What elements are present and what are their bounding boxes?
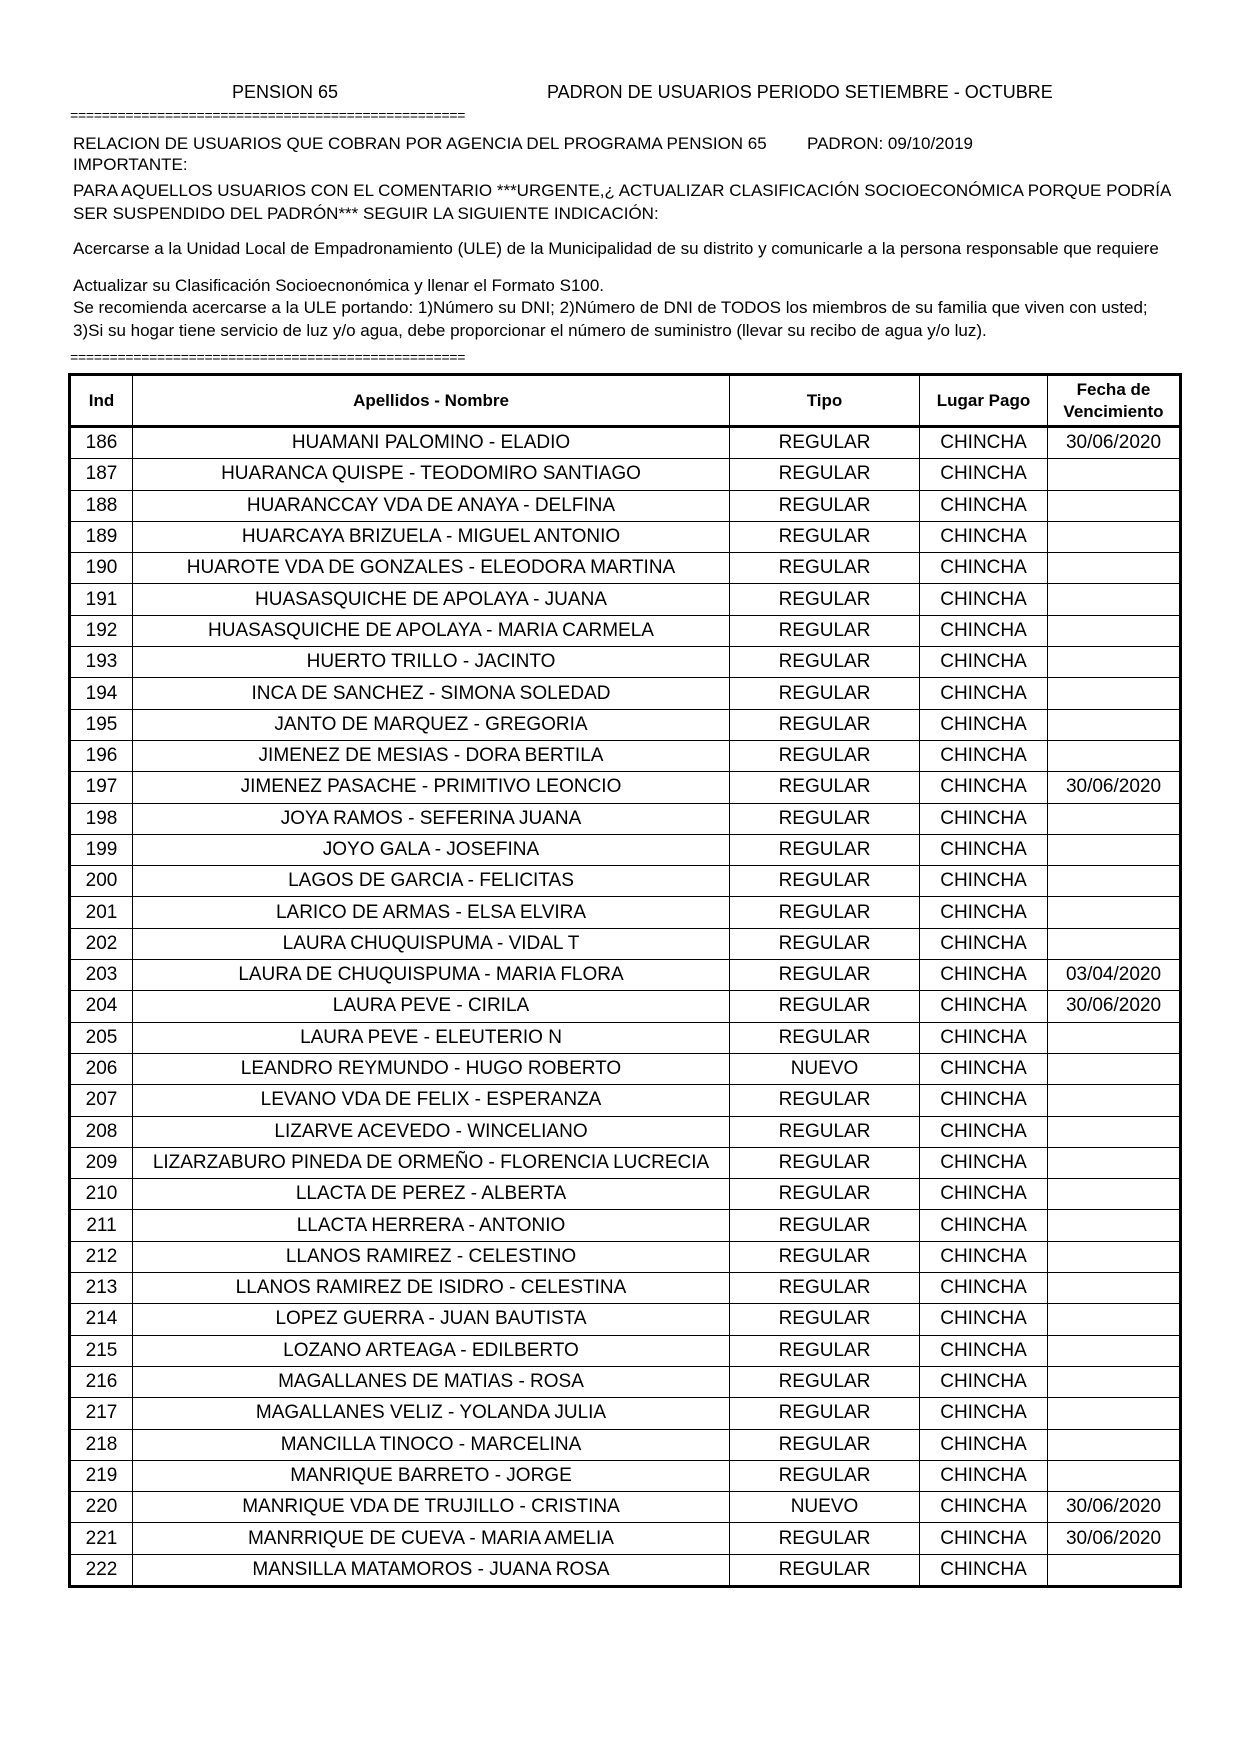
cell-fecha-vencimiento [1048,678,1181,709]
cell-lugar-pago: CHINCHA [920,772,1048,803]
table-row [70,1116,1181,1147]
cell-ind: 200 [70,866,133,897]
cell-name: INCA DE SANCHEZ - SIMONA SOLEDAD [133,678,730,709]
separator-bottom: ================================================== [70,351,466,367]
cell-lugar-pago: CHINCHA [920,521,1048,552]
cell-lugar-pago: CHINCHA [920,615,1048,646]
table-row [70,709,1181,740]
cell-ind: 209 [70,1147,133,1178]
cell-lugar-pago: CHINCHA [920,1053,1048,1084]
cell-ind: 201 [70,897,133,928]
cell-lugar-pago: CHINCHA [920,1304,1048,1335]
cell-fecha-vencimiento [1048,459,1181,490]
header-fecha-vencimiento [1048,375,1181,427]
cell-tipo: REGULAR [730,866,920,897]
cell-lugar-pago: CHINCHA [920,427,1048,459]
table-row [70,1210,1181,1241]
cell-fecha-vencimiento [1048,521,1181,552]
cell-ind: 198 [70,803,133,834]
table-row [70,991,1181,1022]
cell-name: LLANOS RAMIREZ DE ISIDRO - CELESTINA [133,1273,730,1304]
cell-ind: 191 [70,584,133,615]
cell-ind: 194 [70,678,133,709]
cell-fecha-vencimiento [1048,584,1181,615]
cell-lugar-pago: CHINCHA [920,647,1048,678]
table-row [70,1335,1181,1366]
cell-ind: 197 [70,772,133,803]
header-ind: Ind [70,375,133,427]
cell-name: LEANDRO REYMUNDO - HUGO ROBERTO [133,1053,730,1084]
intro-urgent-note: PARA AQUELLOS USUARIOS CON EL COMENTARIO ***URGENTE,¿ ACTUALIZAR CLASIFICACIÓN SOCIOECONÓMICA PORQUE PODRÍA [73,181,1172,200]
cell-tipo: REGULAR [730,1429,920,1460]
table-row [70,740,1181,771]
cell-name: JOYA RAMOS - SEFERINA JUANA [133,803,730,834]
cell-tipo: REGULAR [730,521,920,552]
cell-name: LOPEZ GUERRA - JUAN BAUTISTA [133,1304,730,1335]
cell-tipo: REGULAR [730,678,920,709]
cell-lugar-pago: CHINCHA [920,553,1048,584]
cell-lugar-pago: CHINCHA [920,1523,1048,1554]
cell-ind: 210 [70,1179,133,1210]
intro-recommendation: Se recomienda acercarse a la ULE portando: 1)Número su DNI; 2)Número de DNI de TODOS los miembros de su familia que viven con usted; [73,298,1148,317]
cell-tipo: REGULAR [730,1304,920,1335]
cell-name: MANCILLA TINOCO - MARCELINA [133,1429,730,1460]
cell-tipo: REGULAR [730,803,920,834]
cell-tipo: REGULAR [730,1398,920,1429]
cell-lugar-pago: CHINCHA [920,1429,1048,1460]
cell-ind: 190 [70,553,133,584]
cell-fecha-vencimiento [1048,866,1181,897]
cell-fecha-vencimiento [1048,709,1181,740]
header-lugar-pago: Lugar Pago [920,375,1048,427]
table-row [70,427,1181,459]
cell-fecha-vencimiento: 30/06/2020 [1048,1523,1181,1554]
cell-fecha-vencimiento [1048,1366,1181,1397]
cell-name: JIMENEZ PASACHE - PRIMITIVO LEONCIO [133,772,730,803]
cell-lugar-pago: CHINCHA [920,1398,1048,1429]
table-row [70,772,1181,803]
cell-lugar-pago: CHINCHA [920,1210,1048,1241]
cell-tipo: REGULAR [730,1460,920,1491]
cell-name: LIZARVE ACEVEDO - WINCELIANO [133,1116,730,1147]
cell-fecha-vencimiento [1048,834,1181,865]
cell-fecha-vencimiento [1048,803,1181,834]
table-row [70,1554,1181,1586]
cell-tipo: REGULAR [730,834,920,865]
intro-instruction: Acercarse a la Unidad Local de Empadronamiento (ULE) de la Municipalidad de su distrito y comunicarle a la persona responsable que requiere [73,239,1159,258]
cell-name: LOZANO ARTEAGA - EDILBERTO [133,1335,730,1366]
cell-ind: 195 [70,709,133,740]
table-row [70,678,1181,709]
cell-lugar-pago: CHINCHA [920,866,1048,897]
header-fecha-line2: Vencimiento [1063,401,1164,421]
cell-tipo: REGULAR [730,1523,920,1554]
cell-name: JANTO DE MARQUEZ - GREGORIA [133,709,730,740]
cell-fecha-vencimiento [1048,615,1181,646]
cell-ind: 205 [70,1022,133,1053]
cell-lugar-pago: CHINCHA [920,1366,1048,1397]
cell-lugar-pago: CHINCHA [920,1085,1048,1116]
intro-urgent-note-cont: SER SUSPENDIDO DEL PADRÓN*** SEGUIR LA SIGUIENTE INDICACIÓN: [73,204,659,223]
cell-tipo: REGULAR [730,647,920,678]
intro-relacion-text: RELACION DE USUARIOS QUE COBRAN POR AGENCIA DEL PROGRAMA PENSION 65 [73,134,767,153]
cell-ind: 206 [70,1053,133,1084]
cell-lugar-pago: CHINCHA [920,1022,1048,1053]
table-row [70,897,1181,928]
cell-tipo: REGULAR [730,1022,920,1053]
cell-lugar-pago: CHINCHA [920,1273,1048,1304]
table-row [70,1085,1181,1116]
cell-tipo: REGULAR [730,709,920,740]
cell-tipo: REGULAR [730,584,920,615]
cell-name: HUERTO TRILLO - JACINTO [133,647,730,678]
cell-lugar-pago: CHINCHA [920,960,1048,991]
table-row [70,960,1181,991]
cell-lugar-pago: CHINCHA [920,678,1048,709]
table-row [70,521,1181,552]
cell-lugar-pago: CHINCHA [920,1554,1048,1586]
cell-fecha-vencimiento [1048,1116,1181,1147]
cell-tipo: REGULAR [730,490,920,521]
table-row [70,553,1181,584]
cell-tipo: NUEVO [730,1492,920,1523]
cell-tipo: REGULAR [730,1116,920,1147]
cell-name: JOYO GALA - JOSEFINA [133,834,730,865]
cell-ind: 216 [70,1366,133,1397]
cell-tipo: REGULAR [730,772,920,803]
cell-tipo: REGULAR [730,897,920,928]
cell-tipo: REGULAR [730,1273,920,1304]
cell-lugar-pago: CHINCHA [920,1116,1048,1147]
cell-tipo: REGULAR [730,615,920,646]
cell-name: HUARANCCAY VDA DE ANAYA - DELFINA [133,490,730,521]
cell-ind: 221 [70,1523,133,1554]
cell-tipo: NUEVO [730,1053,920,1084]
cell-name: LIZARZABURO PINEDA DE ORMEÑO - FLORENCIA LUCRECIA [133,1147,730,1178]
cell-fecha-vencimiento [1048,1179,1181,1210]
cell-lugar-pago: CHINCHA [920,584,1048,615]
cell-fecha-vencimiento [1048,897,1181,928]
table-row [70,1053,1181,1084]
table-row [70,1273,1181,1304]
cell-name: LAURA CHUQUISPUMA - VIDAL T [133,928,730,959]
table-row [70,490,1181,521]
cell-ind: 202 [70,928,133,959]
users-table [68,373,1182,1588]
cell-ind: 188 [70,490,133,521]
cell-name: LEVANO VDA DE FELIX - ESPERANZA [133,1085,730,1116]
cell-lugar-pago: CHINCHA [920,1492,1048,1523]
cell-ind: 220 [70,1492,133,1523]
table-row [70,1147,1181,1178]
table-row [70,647,1181,678]
table-row [70,1304,1181,1335]
cell-fecha-vencimiento [1048,553,1181,584]
cell-tipo: REGULAR [730,427,920,459]
cell-ind: 211 [70,1210,133,1241]
cell-name: HUAMANI PALOMINO - ELADIO [133,427,730,459]
header-tipo: Tipo [730,375,920,427]
cell-fecha-vencimiento [1048,1429,1181,1460]
cell-ind: 196 [70,740,133,771]
cell-name: LAURA DE CHUQUISPUMA - MARIA FLORA [133,960,730,991]
cell-name: LAGOS DE GARCIA - FELICITAS [133,866,730,897]
cell-name: MANRIQUE BARRETO - JORGE [133,1460,730,1491]
table-row [70,1492,1181,1523]
intro-instruction-cont: Actualizar su Clasificación Socioecnonómica y llenar el Formato S100. [73,276,605,295]
cell-fecha-vencimiento [1048,1210,1181,1241]
cell-tipo: REGULAR [730,1366,920,1397]
cell-ind: 208 [70,1116,133,1147]
cell-lugar-pago: CHINCHA [920,897,1048,928]
cell-ind: 217 [70,1398,133,1429]
cell-name: LLACTA DE PEREZ - ALBERTA [133,1179,730,1210]
cell-tipo: REGULAR [730,960,920,991]
cell-ind: 204 [70,991,133,1022]
cell-lugar-pago: CHINCHA [920,459,1048,490]
intro-importante: IMPORTANTE: [73,155,188,174]
cell-fecha-vencimiento: 30/06/2020 [1048,427,1181,459]
cell-name: HUASASQUICHE DE APOLAYA - JUANA [133,584,730,615]
cell-ind: 187 [70,459,133,490]
table-row [70,1398,1181,1429]
cell-fecha-vencimiento [1048,1398,1181,1429]
cell-tipo: REGULAR [730,1210,920,1241]
table-row [70,928,1181,959]
cell-ind: 192 [70,615,133,646]
table-row [70,803,1181,834]
cell-ind: 199 [70,834,133,865]
cell-fecha-vencimiento: 03/04/2020 [1048,960,1181,991]
cell-lugar-pago: CHINCHA [920,1179,1048,1210]
table-row [70,1022,1181,1053]
cell-fecha-vencimiento [1048,1085,1181,1116]
cell-ind: 186 [70,427,133,459]
cell-ind: 189 [70,521,133,552]
cell-fecha-vencimiento: 30/06/2020 [1048,772,1181,803]
cell-fecha-vencimiento [1048,740,1181,771]
cell-ind: 215 [70,1335,133,1366]
cell-name: JIMENEZ DE MESIAS - DORA BERTILA [133,740,730,771]
cell-ind: 222 [70,1554,133,1586]
cell-fecha-vencimiento [1048,928,1181,959]
table-row [70,584,1181,615]
cell-lugar-pago: CHINCHA [920,1335,1048,1366]
cell-tipo: REGULAR [730,1179,920,1210]
cell-ind: 214 [70,1304,133,1335]
cell-ind: 213 [70,1273,133,1304]
cell-ind: 219 [70,1460,133,1491]
cell-name: LAURA PEVE - ELEUTERIO N [133,1022,730,1053]
cell-tipo: REGULAR [730,1085,920,1116]
cell-fecha-vencimiento [1048,1147,1181,1178]
cell-tipo: REGULAR [730,740,920,771]
cell-lugar-pago: CHINCHA [920,803,1048,834]
cell-tipo: REGULAR [730,928,920,959]
table-header-row [70,375,1181,427]
cell-name: LLACTA HERRERA - ANTONIO [133,1210,730,1241]
cell-fecha-vencimiento [1048,1022,1181,1053]
cell-name: LAURA PEVE - CIRILA [133,991,730,1022]
cell-lugar-pago: CHINCHA [920,740,1048,771]
separator-top: ================================================== [70,109,466,125]
cell-tipo: REGULAR [730,1147,920,1178]
cell-name: LARICO DE ARMAS - ELSA ELVIRA [133,897,730,928]
cell-lugar-pago: CHINCHA [920,1460,1048,1491]
table-row [70,1179,1181,1210]
cell-name: HUARCAYA BRIZUELA - MIGUEL ANTONIO [133,521,730,552]
cell-ind: 212 [70,1241,133,1272]
table-row [70,866,1181,897]
table-row [70,1460,1181,1491]
cell-fecha-vencimiento [1048,1053,1181,1084]
cell-lugar-pago: CHINCHA [920,1147,1048,1178]
cell-ind: 218 [70,1429,133,1460]
table-row [70,1429,1181,1460]
cell-tipo: REGULAR [730,1554,920,1586]
cell-tipo: REGULAR [730,991,920,1022]
cell-name: MAGALLANES VELIZ - YOLANDA JULIA [133,1398,730,1429]
table-row [70,1523,1181,1554]
table-row [70,459,1181,490]
cell-lugar-pago: CHINCHA [920,991,1048,1022]
cell-name: HUAROTE VDA DE GONZALES - ELEODORA MARTINA [133,553,730,584]
cell-ind: 207 [70,1085,133,1116]
cell-fecha-vencimiento [1048,1335,1181,1366]
intro-recommendation-cont: 3)Si su hogar tiene servicio de luz y/o agua, debe proporcionar el número de suministro (llevar su recibo de agua y/o luz). [73,321,987,340]
intro-line-relacion [73,133,973,155]
cell-fecha-vencimiento [1048,1460,1181,1491]
padron-date: PADRON: 09/10/2019 [807,134,973,153]
cell-name: HUARANCA QUISPE - TEODOMIRO SANTIAGO [133,459,730,490]
cell-fecha-vencimiento [1048,1273,1181,1304]
table-row [70,615,1181,646]
cell-name: MANRRIQUE DE CUEVA - MARIA AMELIA [133,1523,730,1554]
cell-lugar-pago: CHINCHA [920,1241,1048,1272]
cell-name: MAGALLANES DE MATIAS - ROSA [133,1366,730,1397]
cell-name: MANSILLA MATAMOROS - JUANA ROSA [133,1554,730,1586]
cell-ind: 193 [70,647,133,678]
header-name: Apellidos - Nombre [133,375,730,427]
table-row [70,1241,1181,1272]
cell-name: LLANOS RAMIREZ - CELESTINO [133,1241,730,1272]
cell-fecha-vencimiento [1048,1241,1181,1272]
cell-lugar-pago: CHINCHA [920,490,1048,521]
cell-fecha-vencimiento [1048,647,1181,678]
cell-tipo: REGULAR [730,459,920,490]
table-row [70,834,1181,865]
cell-fecha-vencimiento: 30/06/2020 [1048,1492,1181,1523]
cell-tipo: REGULAR [730,553,920,584]
cell-ind: 203 [70,960,133,991]
cell-fecha-vencimiento [1048,1554,1181,1586]
program-name: PENSION 65 [232,82,339,102]
header-fecha-line1: Fecha de [1076,379,1151,399]
cell-name: HUASASQUICHE DE APOLAYA - MARIA CARMELA [133,615,730,646]
cell-lugar-pago: CHINCHA [920,834,1048,865]
cell-lugar-pago: CHINCHA [920,928,1048,959]
cell-fecha-vencimiento [1048,1304,1181,1335]
cell-name: MANRIQUE VDA DE TRUJILLO - CRISTINA [133,1492,730,1523]
cell-tipo: REGULAR [730,1335,920,1366]
table-row [70,1366,1181,1397]
cell-fecha-vencimiento [1048,490,1181,521]
document-title: PADRON DE USUARIOS PERIODO SETIEMBRE - OCTUBRE [547,82,1053,102]
cell-fecha-vencimiento: 30/06/2020 [1048,991,1181,1022]
cell-tipo: REGULAR [730,1241,920,1272]
cell-lugar-pago: CHINCHA [920,709,1048,740]
